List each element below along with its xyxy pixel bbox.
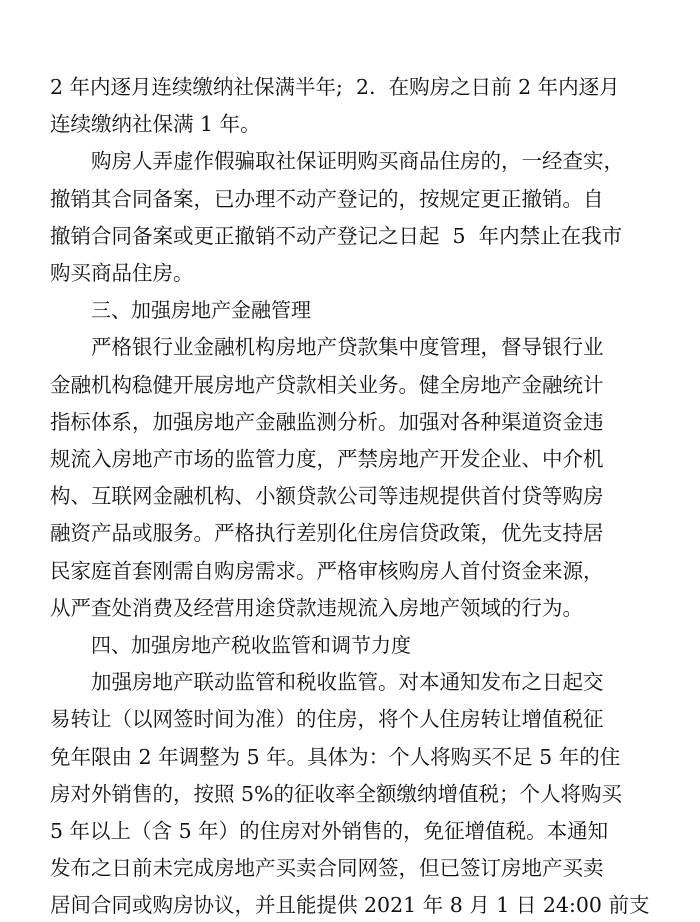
- text-line: 民家庭首套刚需自购房需求。严格审核购房人首付资金来源，: [50, 559, 604, 583]
- text-line: 5 年以上（含 5 年）的住房对外销售的，免征增值税。本通知: [50, 819, 609, 843]
- section-heading-3: 三、加强房地产金融管理: [91, 298, 311, 322]
- paragraph-first-line: 购房人弄虚作假骗取社保证明购买商品住房的，一经查实，: [91, 149, 624, 173]
- text-line: 融资产品或服务。严格执行差别化住房信贷政策，优先支持居: [50, 521, 604, 545]
- text-line: 居间合同或购房协议，并且能提供 2021 年 8 月 1 日 24:00 前支: [50, 893, 650, 917]
- text-line: 从严查处消费及经营用途贷款违规流入房地产领域的行为。: [50, 596, 583, 620]
- text-line: 2 年内逐月连续缴纳社保满半年; 2. 在购房之日前 2 年内逐月: [50, 75, 620, 99]
- text-line: 撤销其合同备案，已办理不动产登记的，按规定更正撤销。自: [50, 187, 604, 211]
- paragraph-first-line: 加强房地产联动监管和税收监管。对本通知发布之日起交: [91, 670, 604, 694]
- text-line: 指标体系，加强房地产金融监测分析。加强对各种渠道资金违: [50, 410, 604, 434]
- text-line: 构、互联网金融机构、小额贷款公司等违规提供首付贷等购房: [50, 484, 604, 508]
- text-line: 易转让（以网签时间为准）的住房，将个人住房转让增值税征: [50, 707, 604, 731]
- text-line: 发布之日前未完成房地产买卖合同网签，但已签订房地产买卖: [50, 856, 604, 880]
- text-line: 规流入房地产市场的监管力度，严禁房地产开发企业、中介机: [50, 447, 604, 471]
- text-line: 撤销合同备案或更正撤销不动产登记之日起 5 年内禁止在我市: [50, 224, 623, 248]
- text-line: 购买商品住房。: [50, 261, 194, 285]
- text-line: 房对外销售的，按照 5%的征收率全额缴纳增值税；个人将购买: [50, 782, 623, 806]
- section-heading-4: 四、加强房地产税收监管和调节力度: [91, 633, 411, 657]
- text-line: 免年限由 2 年调整为 5 年。具体为：个人将购买不足 5 年的住: [50, 745, 621, 769]
- paragraph-first-line: 严格银行业金融机构房地产贷款集中度管理，督导银行业: [91, 335, 604, 359]
- text-line: 金融机构稳健开展房地产贷款相关业务。健全房地产金融统计: [50, 373, 604, 397]
- text-line: 连续缴纳社保满 1 年。: [50, 112, 261, 136]
